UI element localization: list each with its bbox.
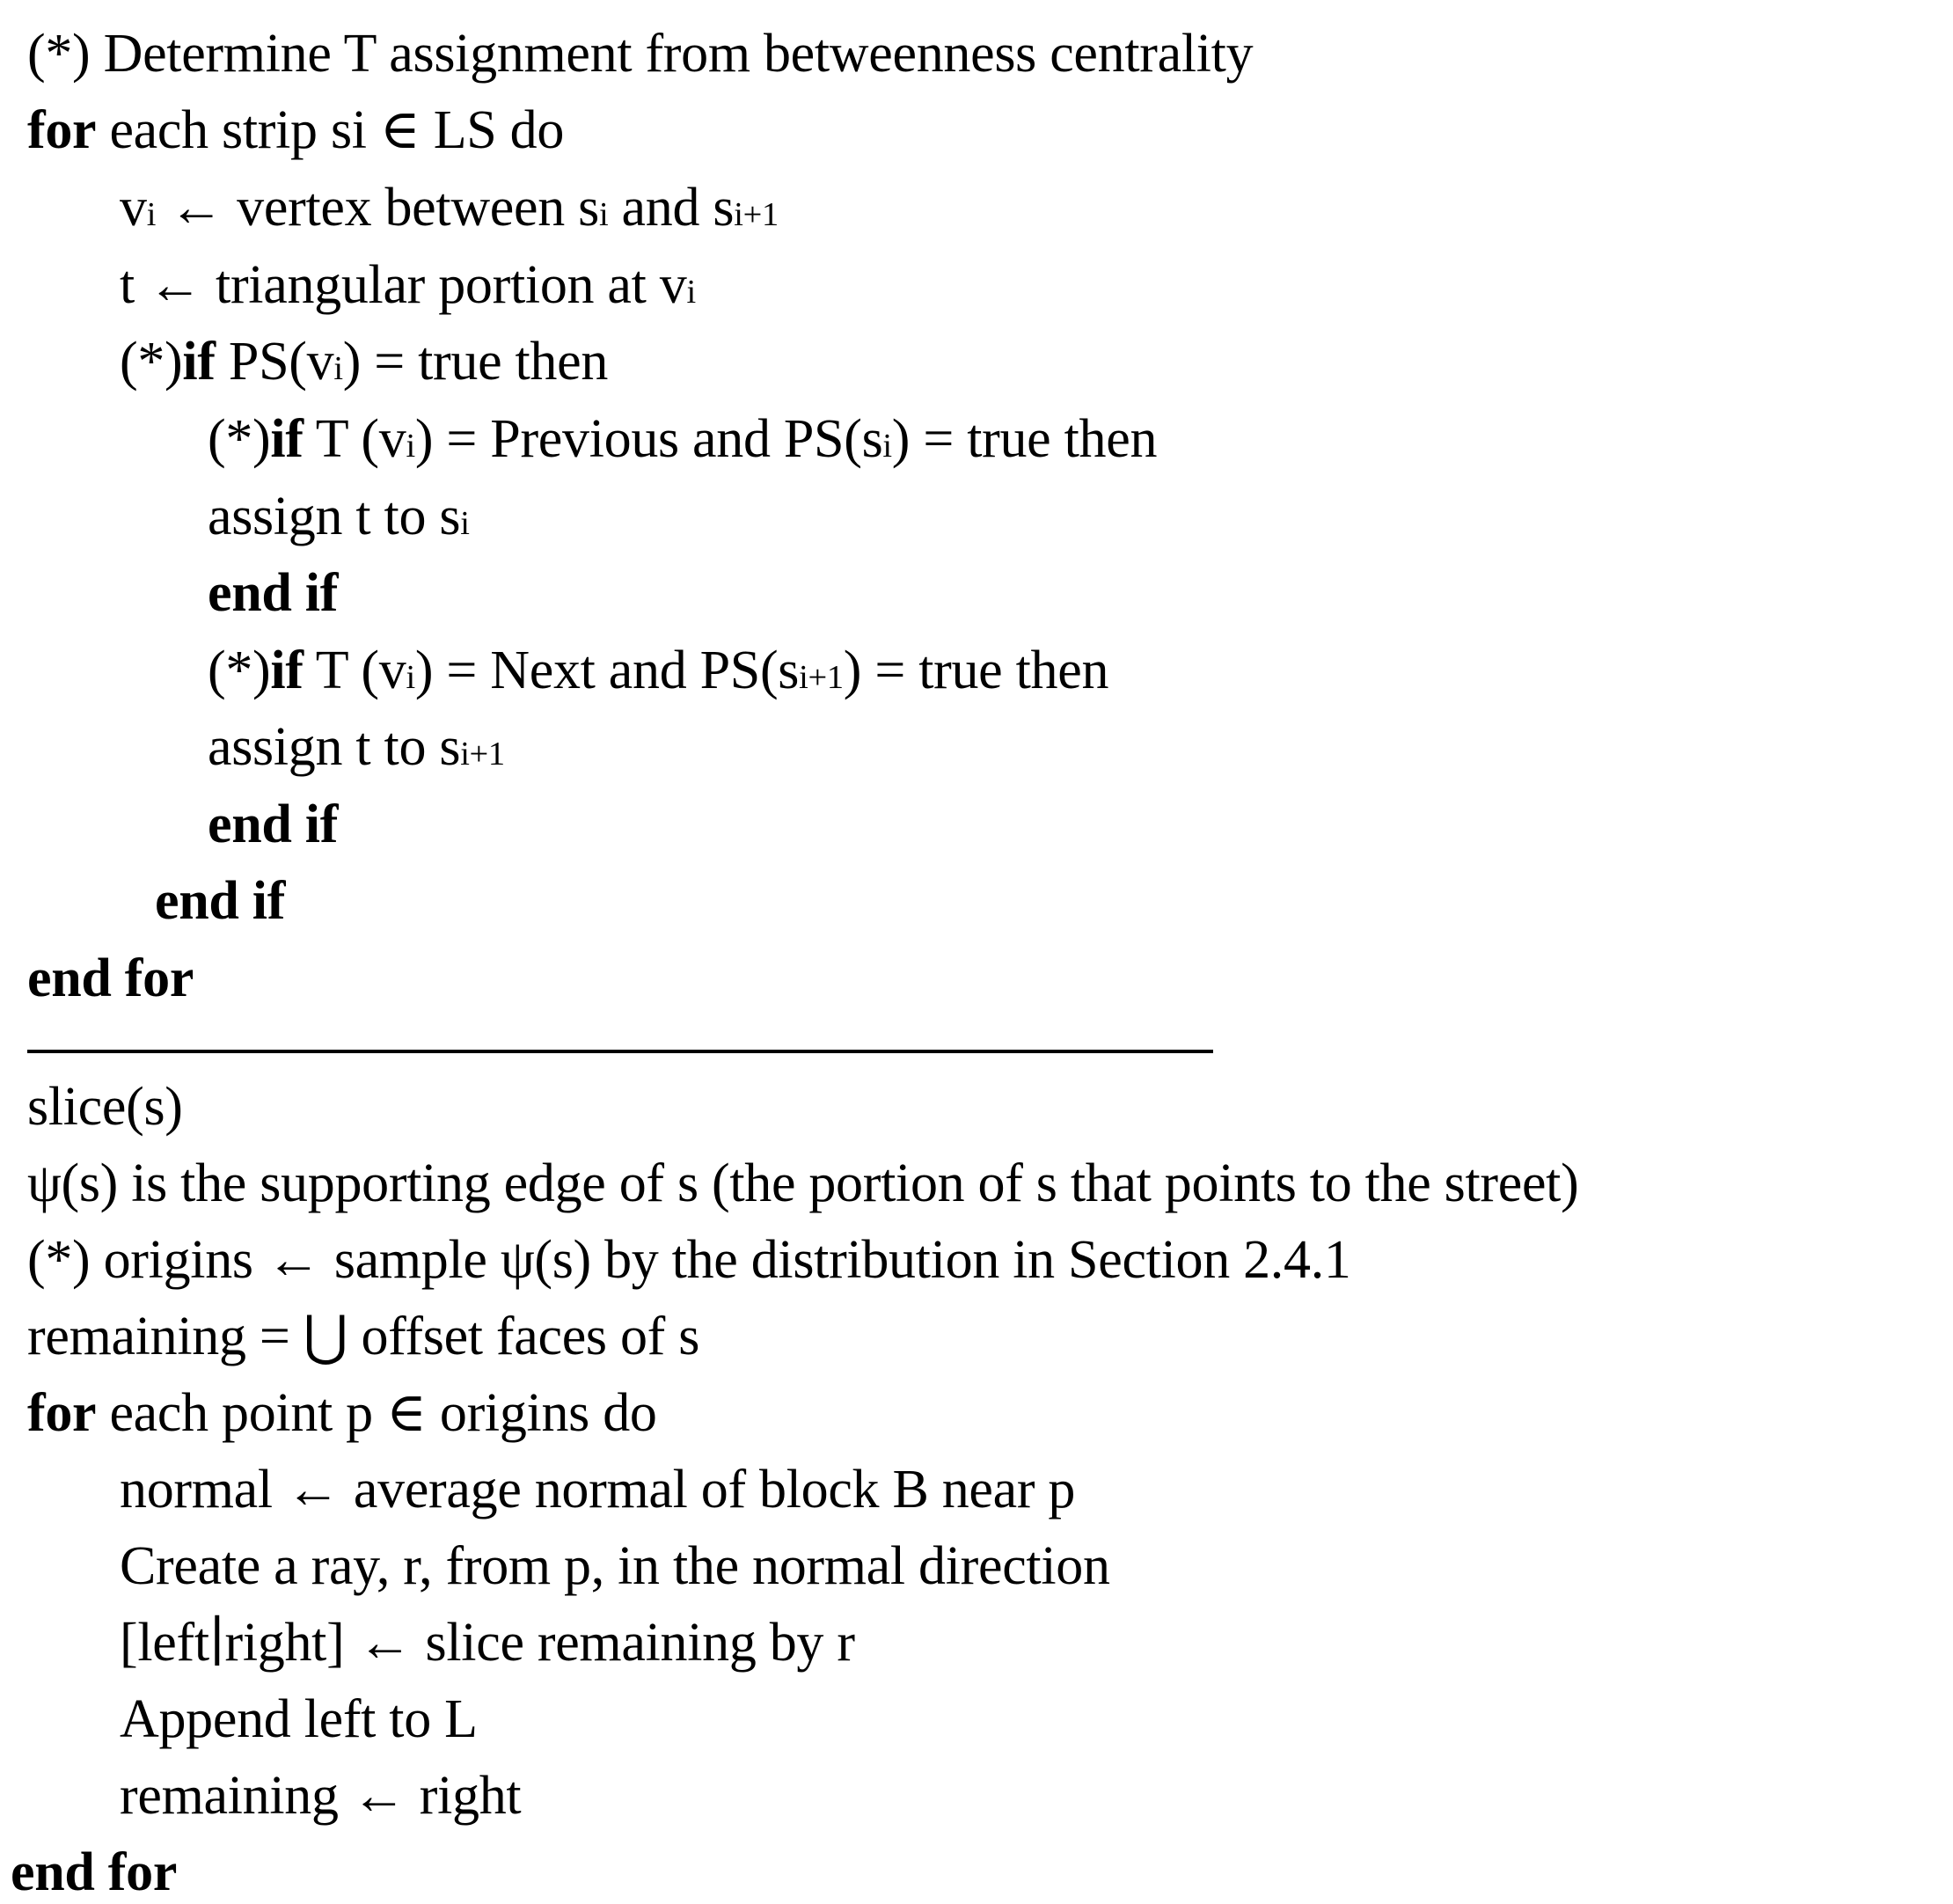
- keyword: end if: [155, 871, 286, 931]
- subscript: i: [598, 196, 609, 233]
- keyword: end if: [208, 563, 339, 623]
- code-text: ) = Previous and PS(s: [414, 409, 883, 469]
- code-text: ) = true then: [342, 332, 609, 392]
- pseudocode-line: [27, 1077, 183, 1137]
- pseudocode-line: [120, 1460, 1076, 1520]
- pseudocode-line: [27, 100, 565, 160]
- pseudocode-line: [120, 332, 609, 392]
- subscript: i+1: [734, 196, 779, 233]
- pseudocode-line: [120, 1536, 1110, 1596]
- code-text: remaining ← right: [120, 1766, 522, 1826]
- code-text: (*): [208, 641, 271, 700]
- pseudocode-line: [120, 178, 779, 238]
- code-text: ψ(s) is the supporting edge of s (the portion of s that points to the street): [27, 1153, 1579, 1213]
- subscript: i: [146, 196, 157, 233]
- pseudocode-line: [208, 489, 470, 544]
- code-text: T (v: [303, 409, 406, 469]
- code-text: Append left to L: [120, 1689, 478, 1749]
- section-divider-rule: [27, 1050, 1213, 1053]
- code-text: [left∣right] ← slice remaining by r: [120, 1613, 855, 1673]
- code-text: each point p ∈ origins do: [96, 1383, 657, 1443]
- pseudocode-line: [27, 1383, 657, 1443]
- code-text: ) = Next and PS(s: [414, 641, 800, 700]
- pseudocode-line: [208, 717, 505, 777]
- pseudocode-line: [27, 1309, 699, 1364]
- keyword: if: [270, 409, 304, 469]
- pseudocode-line: [120, 1766, 522, 1826]
- code-text: T (v: [303, 641, 406, 700]
- pseudocode-line: [27, 1230, 1351, 1290]
- pseudocode-line: [27, 948, 194, 1008]
- pseudocode-line: [208, 797, 338, 852]
- pseudocode-line: [11, 1842, 178, 1902]
- keyword: for: [27, 100, 97, 160]
- pseudocode-line: [155, 871, 286, 931]
- subscript: i: [882, 428, 892, 465]
- pseudocode-line: [208, 409, 1158, 469]
- pseudocode-line: [27, 1153, 1579, 1213]
- code-text: (*) Determine T assignment from betweenness centrality: [27, 24, 1254, 84]
- keyword: end for: [27, 948, 194, 1008]
- keyword: if: [182, 332, 216, 392]
- code-text: assign t to s: [208, 717, 461, 777]
- code-text: (*) origins ← sample ψ(s) by the distribution in Section 2.4.1: [27, 1230, 1351, 1290]
- code-text: Create a ray, r, from p, in the normal direction: [120, 1536, 1110, 1596]
- code-text: slice(s): [27, 1077, 183, 1137]
- code-text: normal ← average normal of block B near p: [120, 1460, 1076, 1520]
- subscript: i: [406, 428, 415, 465]
- code-text: each strip si ∈ LS do: [96, 100, 565, 160]
- keyword: end if: [208, 795, 339, 854]
- pseudocode-line: [27, 24, 1254, 84]
- pseudocode-line: [120, 1689, 478, 1749]
- subscript: i: [333, 350, 343, 387]
- code-text: v: [120, 178, 147, 238]
- code-text: ) = true then: [843, 641, 1109, 700]
- code-text: assign t to s: [208, 487, 461, 546]
- code-text: PS(v: [215, 332, 334, 392]
- subscript: i+1: [460, 736, 505, 773]
- keyword: for: [27, 1383, 97, 1443]
- code-text: ) = true then: [891, 409, 1158, 469]
- pseudocode-line: [120, 1613, 855, 1673]
- subscript: i: [460, 505, 470, 542]
- code-text: remaining = ⋃ offset faces of s: [27, 1307, 700, 1366]
- code-text: and s: [608, 178, 735, 238]
- subscript: i: [406, 659, 415, 696]
- subscript: i: [686, 274, 696, 311]
- code-text: (*): [120, 332, 183, 392]
- keyword: if: [270, 641, 304, 700]
- code-text: (*): [208, 409, 271, 469]
- pseudocode-line: [120, 255, 696, 315]
- subscript: i+1: [799, 659, 844, 696]
- pseudocode-line: [208, 563, 339, 623]
- pseudocode-line: [208, 643, 1108, 698]
- code-text: t ← triangular portion at v: [120, 255, 687, 315]
- code-text: ← vertex between s: [156, 178, 599, 238]
- keyword: end for: [11, 1842, 178, 1902]
